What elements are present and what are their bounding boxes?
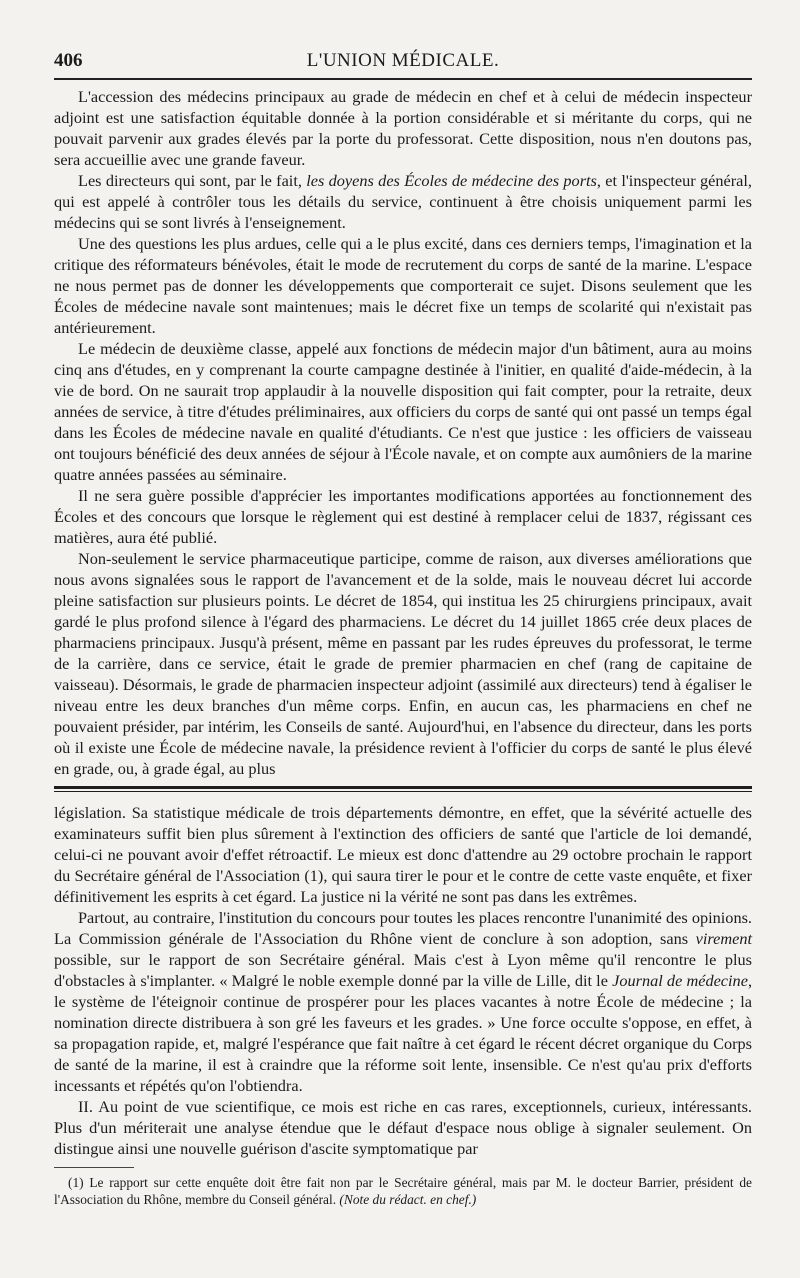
paragraph: [54, 907, 752, 1096]
footnote-rule: [54, 1167, 134, 1168]
running-head: [54, 44, 752, 78]
paragraph: Non-seulement le service pharmaceutique participe, comme de raison, aux diverses améliorations que nous avons signalées sous le rapport de l'avancement et de la solde, mais le nouveau décret lui accorde pleine satisfaction sur plusieurs points. Le décret de 1854, qui institua les 25 chirurgiens principaux, avait gardé le plus profond silence à l'égard des pharmaciens. Le décret du 14 juillet 1865 crée deux places de pharmaciens principaux. Jusqu'à présent, même en passant par les rudes épreuves du professorat, le terme de la carrière, dans ce service, était le grade de premier pharmacien en chef (rang de capitaine de vaisseau). Désormais, le grade de pharmacien inspecteur adjoint (assimilé aux directeurs) tend à égaliser le niveau entre les deux branches d'un même corps. Enfin, en aucun cas, les pharmaciens en chef ne pouvaient présider, par intérim, les Conseils de santé. Aujourd'hui, en l'absence du directeur, dans les ports où il existe une École de médecine navale, la présidence revient à l'officier du corps de santé le plus élevé en grade, ou, à grade égal, au plus: [54, 549, 752, 778]
text-run: , le système de l'éteignoir continue de prospérer pour les places vacantes à notre École de médecine ; la nomination directe distribuera à son gré les faveurs et les grades. » Une force occulte s'oppose, en effet, à sa propagation rapide, et, malgré l'espérance que fait naître à cet égard le récent décret organique du Corps de santé de la marine, il est à craindre que la réforme soit lente, insensible. Ce n'est qu'au prix d'efforts incessants et répétés qu'on l'obtiendra.: [54, 971, 753, 1095]
paragraph: Il ne sera guère possible d'apprécier les importantes modifications apportées au fonctionnement des Écoles et des concours que lorsque le règlement qui est destiné à remplacer celui de 1837, régissant ces matières, aura été publié.: [54, 486, 752, 547]
paragraph: législation. Sa statistique médicale de trois départements démontre, en effet, que la sévérité actuelle des examinateurs suffit bien plus sûrement à l'extinction des officiers de santé que l'article de loi demandé, celui-ci ne pouvant avoir d'effet rétroactif. Le mieux est donc d'attendre au 29 octobre prochain le rapport du Secrétaire général de l'Association (1), qui saura tirer le pour et le contre de cette vaste enquête, et fixer définitivement les esprits à cet égard. La justice ni la vérité ne sont pas dans les extrêmes.: [54, 803, 752, 906]
page-number: 406: [54, 50, 83, 71]
footnote-note: (Note du rédact. en chef.): [339, 1192, 477, 1207]
text-run: Partout, au contraire, l'institution du concours pour toutes les places rencontre l'unanimité des opinions. La Commission générale de l'Association du Rhône vient de conclure à son adoption, sans: [54, 908, 752, 948]
italic-text: Journal de médecine: [612, 971, 748, 990]
header-rule: [54, 78, 752, 80]
section-divider: [54, 786, 752, 792]
paragraph: Le médecin de deuxième classe, appelé aux fonctions de médecin major d'un bâtiment, aura au moins cinq ans d'études, en y comprenant la courte campagne destinée à l'initier, en qualité d'aide-médecin, à la vie de bord. On ne saurait trop applaudir à la nouvelle disposition qui fait compter, pour la retraite, deux années de service, à titre d'études préliminaires, aux officiers du corps de santé qui ont passé un temps égal dans les Écoles de médecine navale en qualité d'étudiants. Ce n'est que justice : les officiers de vaisseau ont toujours bénéficié des deux années de séjour à l'École navale, et on compte aux aumôniers de la marine quatre années passées au séminaire.: [54, 339, 752, 484]
paragraph: Une des questions les plus ardues, celle qui a le plus excité, dans ces derniers temps, l'imagination et la critique des réformateurs bénévoles, était le mode de recrutement du corps de santé de la marine. L'espace ne nous permet pas de donner les développements que comporterait ce sujet. Disons seulement que les Écoles de médecine navale sont maintenues; mais le décret fixe un temps de scolarité qui n'existait pas antérieurement.: [54, 234, 752, 337]
italic-text: les doyens des Écoles de médecine des ports: [306, 171, 597, 190]
text-run: , et l'inspecteur général, qui est appelé à contrôler tous les détails du service, continuent à être choisis uniquement parmi les médecins qui se sont livrés à l'enseignement.: [54, 171, 753, 232]
upper-article: [54, 86, 752, 779]
paragraph: [54, 170, 752, 233]
footnote: [54, 1174, 752, 1208]
italic-text: virement: [695, 929, 752, 948]
footnote-text: (1) Le rapport sur cette enquête doit être fait non par le Secrétaire général, mais par M. le docteur Barrier, président de l'Association du Rhône, membre du Conseil général.: [54, 1175, 752, 1207]
text-run: possible, sur le rapport de son Secrétaire général. Mais c'est à Lyon même qu'il rencontre le plus d'obstacles à s'implanter. « Malgré le noble exemple donné par la ville de Lille, dit le: [54, 950, 752, 990]
journal-title: L'UNION MÉDICALE.: [306, 50, 500, 71]
paragraph: L'accession des médecins principaux au grade de médecin en chef et à celui de médecin inspecteur adjoint est une satisfaction équitable donnée à la portion considérable et si méritante du corps, qui ne pouvait parvenir aux grades élevés par la porte du professorat. Cette disposition, nous n'en doutons pas, sera accueillie avec une grande faveur.: [54, 87, 752, 169]
paragraph: II. Au point de vue scientifique, ce mois est riche en cas rares, exceptionnels, curieux, intéressants. Plus d'un mériterait une analyse étendue que le défaut d'espace nous oblige à signaler seulement. On distingue ainsi une nouvelle guérison d'ascite symptomatique par: [54, 1097, 752, 1158]
lower-article: [54, 802, 752, 1159]
text-run: Les directeurs qui sont, par le fait,: [78, 171, 307, 190]
